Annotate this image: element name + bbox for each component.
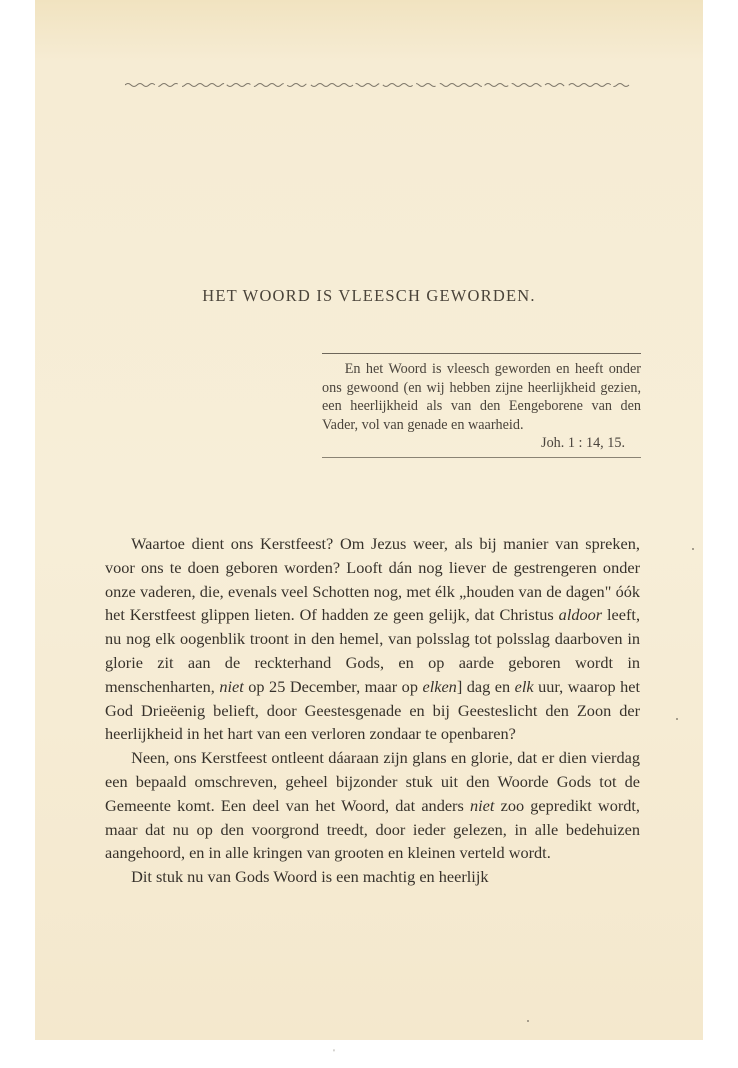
paper-speck [527, 1020, 529, 1022]
epigraph-text: En het Woord is vleesch geworden en heeft onder ons gewoond (en wij hebben zijne heerlijkheid gezien, een heerlijkheid als van den Eengeborene van den Vader, vol van genade en waarheid. [322, 361, 641, 433]
italic-emphasis: niet [219, 676, 244, 696]
text-run: leeft, nu nog elk oogenblik troont in den hemel, van polsslag tot polsslag daarboven in glorie zit aan de reckterhand Gods, en op aarde geboren wordt in menschenharten, [105, 605, 641, 696]
text-run: Dit stuk nu van Gods Woord is een machtig en heerlijk [131, 867, 489, 887]
text-run: Neen, ons Kerstfeest ontleent dáaraan zijn glans en glorie, dat er dien vierdag een bepaald omschreven, geheel bijzonder stuk uit den Woorde Gods tot de Gemeente komt. Een deel van het Woord, dat anders [105, 748, 640, 815]
text-run: zoo gepredikt wordt, maar dat nu op den voorgrond treedt, door ieder gelezen, in alle bedehuizen aangehoord, en in alle kringen van grooten en kleinen verteld wordt. [105, 795, 640, 863]
paragraph [105, 746, 640, 865]
book-page [35, 0, 703, 1040]
italic-emphasis: elk [514, 676, 534, 696]
italic-emphasis: elken [422, 676, 457, 696]
text-run: ] dag en [456, 676, 515, 696]
paragraph [105, 865, 640, 889]
text-run: op 25 December, maar op [243, 676, 423, 696]
page-number: ' [333, 1048, 335, 1057]
body-text [105, 532, 640, 889]
chapter-title: HET WOORD IS VLEESCH GEWORDEN. [202, 286, 536, 305]
text-run: uur, waarop het God Drieëenig belieft, door Geestesgenade en bij Geesteslicht den Zoon der heerlijkheid in het hart van een verloren zondaar te openbaren? [105, 676, 641, 744]
text-run: Waartoe dient ons Kerstfeest? Om Jezus weer, als bij manier van spreken, voor ons te doen geboren worden? Looft dán nog liever de gestrengeren onder onze vaderen, die, evenals veel Schotten nog, met élk „houden van de dagen" óók het Kerstfeest glippen lieten. Of hadden ze geen gelijk, dat Christus [105, 534, 640, 625]
epigraph-reference: Joh. 1 : 14, 15. [541, 435, 625, 452]
epigraph-block [322, 353, 641, 458]
italic-emphasis: aldoor [558, 605, 603, 625]
paper-speck [676, 718, 678, 720]
italic-emphasis: niet [470, 795, 495, 815]
paragraph [105, 532, 640, 746]
ornamental-wavy-rule [125, 80, 631, 90]
epigraph-bottom-rule [322, 457, 641, 458]
paper-speck [692, 548, 694, 550]
